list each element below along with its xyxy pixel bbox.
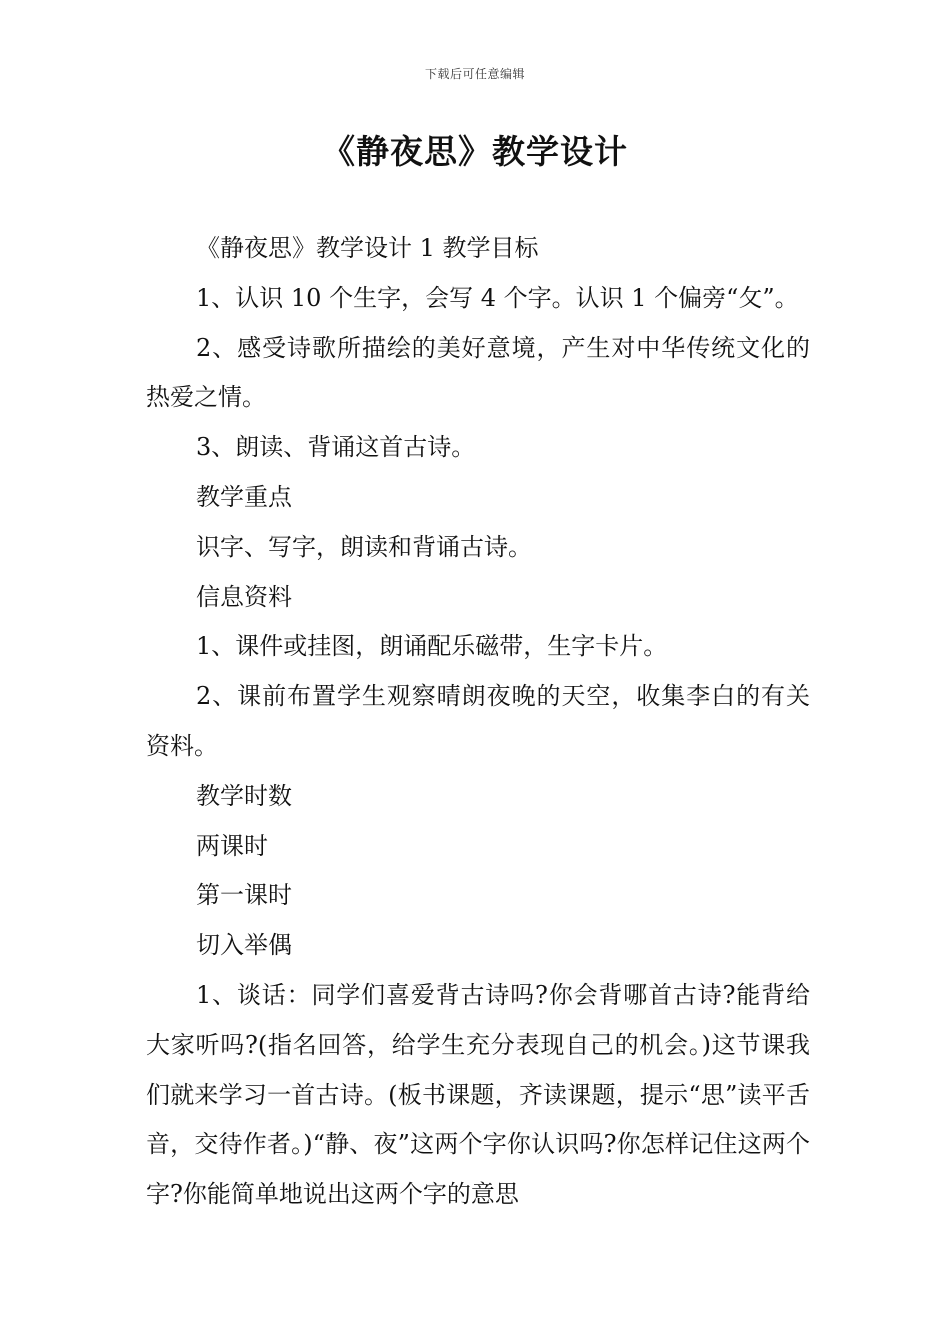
paragraph-entry-heading: 切入举偶	[196, 931, 292, 960]
paragraph-first-lesson: 第一课时	[196, 881, 292, 910]
paragraph-material-2: 2、课前布置学生观察晴朗夜晚的天空，收集李白的有关资料。	[146, 682, 810, 760]
document-body	[146, 224, 810, 1220]
paragraph-goal-3: 3、朗读、背诵这首古诗。	[196, 433, 476, 462]
paragraph-hours-heading: 教学时数	[196, 781, 292, 810]
paragraph-entry-1: 1、谈话：同学们喜爱背古诗吗?你会背哪首古诗?能背给大家听吗?(指名回答，给学生充分表现自己的机会。)这节课我们就来学习一首古诗。(板书课题，齐读课题，提示“思”读平舌音，交待作者。)“静、夜”这两个字你认识吗?你怎样记住这两个字?你能简单地说出这两个字的意思	[146, 980, 810, 1209]
paragraph-hours: 两课时	[196, 831, 268, 860]
paragraph-material-1: 1、课件或挂图，朗诵配乐磁带，生字卡片。	[196, 632, 668, 661]
paragraph-goal-1: 1、认识 10 个生字，会写 4 个字。认识 1 个偏旁“攵”。	[196, 283, 799, 312]
paragraph-materials-heading: 信息资料	[196, 582, 292, 611]
paragraph-goal-2: 2、感受诗歌所描绘的美好意境，产生对中华传统文化的热爱之情。	[146, 333, 810, 412]
header-note: 下载后可任意编辑	[424, 67, 525, 81]
paragraph-key-points: 识字、写字，朗读和背诵古诗。	[196, 532, 532, 561]
document-title: 《静夜思》教学设计	[322, 132, 628, 171]
paragraph-intro-heading: 《静夜思》教学设计 1 教学目标	[196, 234, 539, 262]
paragraph-key-points-heading: 教学重点	[196, 482, 292, 511]
